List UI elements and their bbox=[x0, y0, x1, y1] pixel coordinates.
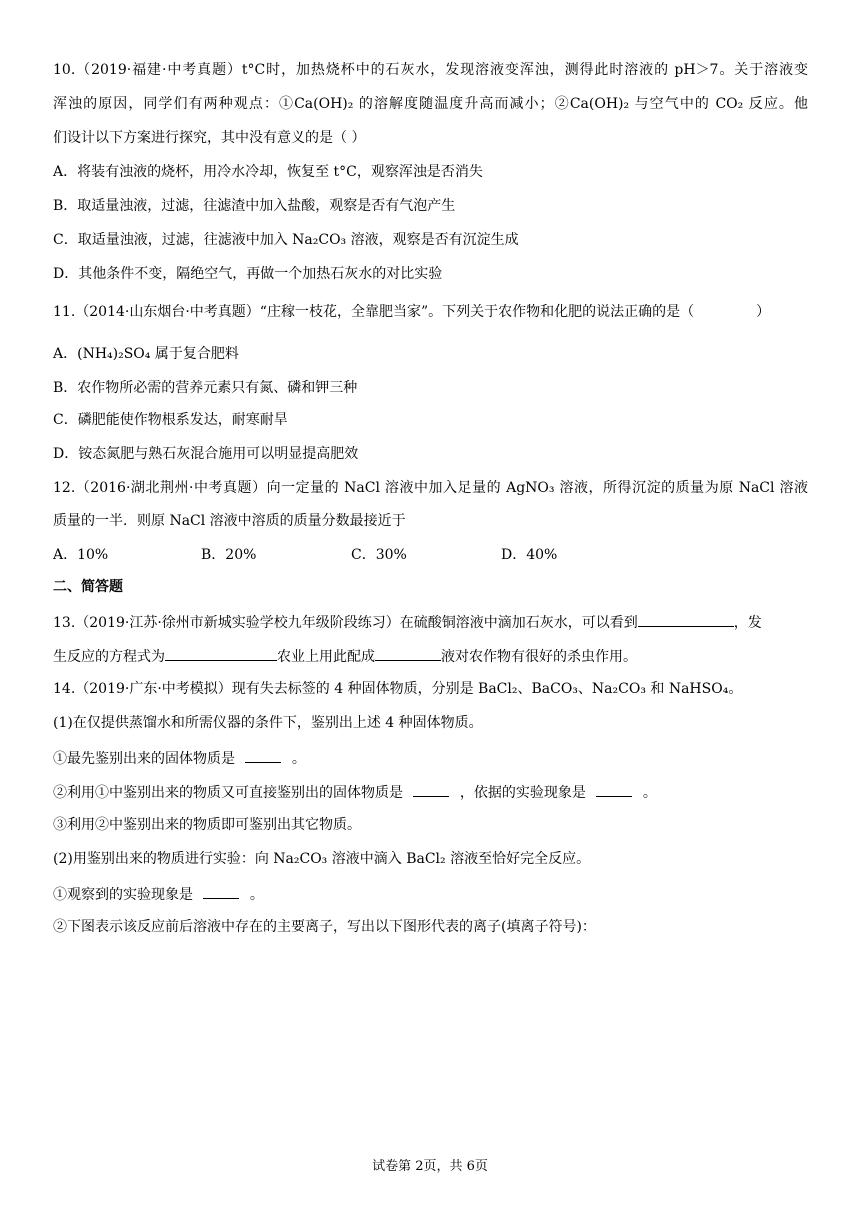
q13-text-b: ，发 bbox=[733, 615, 762, 631]
q10-stem-line-2: 浑浊的原因，同学们有两种观点：①Ca(OH)₂ 的溶解度随温度升高而减小；②Ca(OH)₂ 与空气中的 CO₂ 反应。他 bbox=[53, 96, 808, 112]
q14-part-1-ii bbox=[53, 781, 808, 801]
q14-part-1: (1)在仅提供蒸馏水和所需仪器的条件下，鉴别出上述 4 种固体物质。 bbox=[53, 715, 483, 731]
q10-option-c: C．取适量浊液，过滤，往滤液中加入 Na₂CO₃ 溶液，观察是否有沉淀生成 bbox=[53, 232, 519, 248]
q13-line-1 bbox=[53, 611, 808, 631]
q14-p2-i-text: ①观察到的实验现象是 bbox=[53, 887, 193, 903]
q14-blank-phenomenon[interactable] bbox=[596, 781, 632, 797]
q12-stem-line-2: 质量的一半．则原 NaCl 溶液中溶质的质量分数最接近于 bbox=[53, 513, 406, 529]
q12-option-b: B．20% bbox=[201, 547, 257, 563]
q14-p1-i-end: 。 bbox=[291, 751, 306, 767]
q12-stem-line-1: 12.（2016·湖北荆州·中考真题）向一定量的 NaCl 溶液中加入足量的 AgNO₃ 溶液，所得沉淀的质量为原 NaCl 溶液 bbox=[53, 480, 808, 496]
q12-option-a: A．10% bbox=[53, 547, 109, 563]
q14-part-1-iii: ③利用②中鉴别出来的物质即可鉴别出其它物质。 bbox=[53, 817, 361, 833]
q11-option-c: C．磷肥能使作物根系发达，耐寒耐旱 bbox=[53, 412, 288, 428]
q13-blank-observation[interactable] bbox=[638, 611, 734, 627]
q10-option-a: A．将装有浊液的烧杯，用冷水冷却，恢复至 t°C，观察浑浊是否消失 bbox=[53, 164, 483, 180]
q14-p2-i-end: 。 bbox=[249, 887, 264, 903]
q11-stem-text: 11.（2014·山东烟台·中考真题）“庄稼一枝花，全靠肥当家”。下列关于农作物和化肥的说法正确的是（ bbox=[53, 304, 695, 320]
q14-p1-i-text: ①最先鉴别出来的固体物质是 bbox=[53, 751, 235, 767]
q11-stem-close: ） bbox=[756, 304, 771, 320]
q13-line-2 bbox=[53, 645, 808, 665]
q10-option-b: B．取适量浊液，过滤，往滤渣中加入盐酸，观察是否有气泡产生 bbox=[53, 198, 456, 214]
q11-option-d: D．铵态氮肥与熟石灰混合施用可以明显提高肥效 bbox=[53, 446, 359, 462]
q14-part-2-i bbox=[53, 883, 808, 903]
q10-stem-line-1: 10.（2019·福建·中考真题）t°C时，加热烧杯中的石灰水，发现溶液变浑浊，测得此时溶液的 pH＞7。关于溶液变 bbox=[53, 62, 808, 78]
q14-blank-second-solid[interactable] bbox=[413, 781, 449, 797]
q14-stem: 14.（2019·广东·中考模拟）现有失去标签的 4 种固体物质，分别是 BaCl₂、BaCO₃、Na₂CO₃ 和 NaHSO₄。 bbox=[53, 681, 743, 697]
q14-part-2: (2)用鉴别出来的物质进行实验：向 Na₂CO₃ 溶液中滴入 BaCl₂ 溶液至恰好完全反应。 bbox=[53, 851, 591, 867]
q13-text-e: 液对农作物有很好的杀虫作用。 bbox=[441, 649, 637, 665]
q12-option-d: D．40% bbox=[501, 547, 558, 563]
q14-blank-observed[interactable] bbox=[203, 883, 239, 899]
q11-option-b: B．农作物所必需的营养元素只有氮、磷和钾三种 bbox=[53, 380, 358, 396]
q12-option-c: C．30% bbox=[351, 547, 407, 563]
section-heading: 二、简答题 bbox=[53, 579, 123, 595]
q13-blank-equation[interactable] bbox=[165, 645, 277, 661]
q14-part-1-i bbox=[53, 747, 808, 767]
q13-text-c: 生反应的方程式为 bbox=[53, 649, 165, 665]
q13-text-d: 农业上用此配成 bbox=[277, 649, 375, 665]
q14-part-2-ii: ②下图表示该反应前后溶液中存在的主要离子，写出以下图形代表的离子(填离子符号)： bbox=[53, 919, 596, 935]
q10-option-d: D．其他条件不变，隔绝空气，再做一个加热石灰水的对比实验 bbox=[53, 266, 443, 282]
q14-p1-ii-mid: ，依据的实验现象是 bbox=[459, 785, 586, 801]
page-footer: 试卷第 2页，共 6页 bbox=[372, 1159, 488, 1174]
q11-stem bbox=[53, 302, 808, 322]
q14-p1-ii-end: 。 bbox=[642, 785, 657, 801]
q12-options bbox=[53, 545, 808, 565]
q14-p1-ii-text: ②利用①中鉴别出来的物质又可直接鉴别出的固体物质是 bbox=[53, 785, 403, 801]
q10-stem-line-3: 们设计以下方案进行探究，其中没有意义的是（ ） bbox=[53, 130, 366, 146]
q13-blank-mixture[interactable] bbox=[375, 645, 441, 661]
q13-text-a: 13.（2019·江苏·徐州市新城实验学校九年级阶段练习）在硫酸铜溶液中滴加石灰水，可以看到 bbox=[53, 615, 638, 631]
q14-blank-first-solid[interactable] bbox=[245, 747, 281, 763]
q11-option-a: A．(NH₄)₂SO₄ 属于复合肥料 bbox=[53, 346, 239, 362]
